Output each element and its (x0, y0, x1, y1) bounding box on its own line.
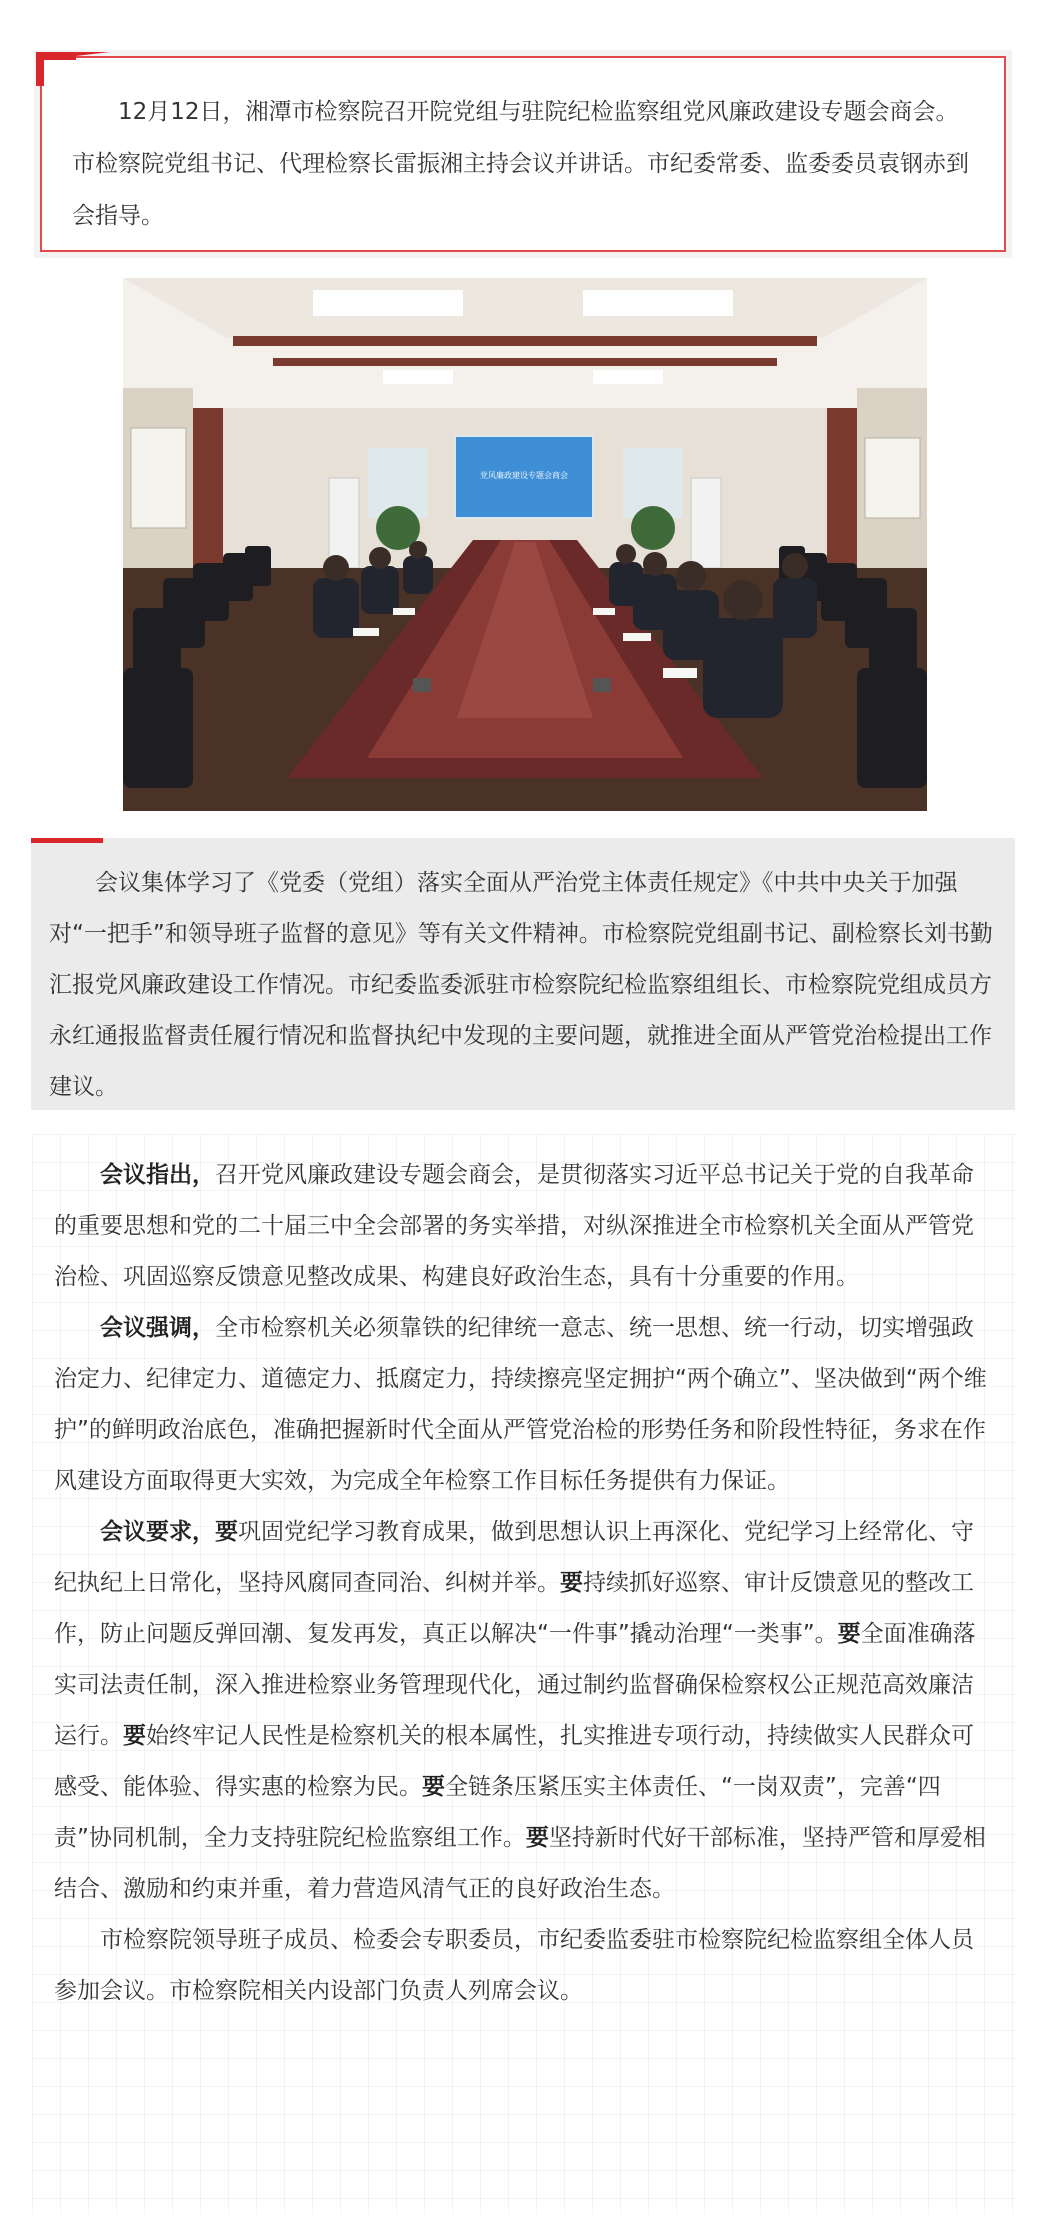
corner-accent-tail (76, 52, 110, 56)
meeting-photo (123, 278, 927, 811)
req-text-3: 全面准确落实司法责任制，深入推进检察业务管理现代化，通过制约监督确保检察权公正规范高效廉洁运行。 (54, 1621, 976, 1749)
summary-accent (31, 838, 103, 843)
meeting-room-illustration (123, 278, 927, 811)
corner-accent-vertical (36, 52, 44, 86)
paragraph-1 (54, 1150, 996, 1303)
paragraph-1-text: 召开党风廉政建设专题会商会，是贯彻落实习近平总书记关于党的自我革命的重要思想和党的二十届三中全会部署的务实举措，对纵深推进全市检察机关全面从严管党治检、巩固巡察反馈意见整改成果、构建良好政治生态，具有十分重要的作用。 (54, 1162, 974, 1290)
lead-3: 会议要求， (100, 1519, 215, 1545)
req-text-4: 始终牢记人民性是检察机关的根本属性，扎实推进专项行动，持续做实人民群众可感受、能体验、得实惠的检察为民。 (54, 1723, 974, 1800)
req-mark-5: 要 (422, 1774, 445, 1800)
summary-paragraph: 会议集体学习了《党委（党组）落实全面从严治党主体责任规定》《中共中央关于加强对“一把手”和领导班子监督的意见》等有关文件精神。市检察院党组副书记、副检察长刘书勤汇报党风廉政建设工作情况。市纪委监委派驻市检察院纪检监察组组长、市检察院党组成员方永红通报监督责任履行情况和监督执纪中发现的主要问题，就推进全面从严管党治检提出工作建议。 (49, 870, 993, 1100)
req-text-2: 持续抓好巡察、审计反馈意见的整改工作，防止问题反弹回潮、复发再发，真正以解决“一件事”撬动治理“一类事”。 (54, 1570, 974, 1647)
req-text-1: 巩固党纪学习教育成果，做到思想认识上再深化、党纪学习上经常化、守纪执纪上日常化，坚持风腐同查同治、纠树并举。 (54, 1519, 974, 1596)
intro-paragraph: 12月12日，湘潭市检察院召开院党组与驻院纪检监察组党风廉政建设专题会商会。市检察院党组书记、代理检察长雷振湘主持会议并讲话。市纪委常委、监委委员袁钢赤到会指导。 (72, 99, 969, 229)
paragraph-2 (54, 1303, 996, 1507)
lead-2: 会议强调， (100, 1315, 215, 1341)
paragraph-3 (54, 1507, 996, 1915)
req-mark-2: 要 (560, 1570, 583, 1596)
req-mark-6: 要 (525, 1825, 549, 1851)
intro-frame (40, 56, 1006, 252)
req-text-6: 坚持新时代好干部标准，坚持严管和厚爱相结合、激励和约束并重，着力营造风清气正的良好政治生态。 (54, 1825, 986, 1902)
req-mark-4: 要 (123, 1723, 146, 1749)
paragraph-2-text: 全市检察机关必须靠铁的纪律统一意志、统一思想、统一行动，切实增强政治定力、纪律定力、道德定力、抵腐定力，持续擦亮坚定拥护“两个确立”、坚决做到“两个维护”的鲜明政治底色，准确把握新时代全面从严管党治检的形势任务和阶段性特征，务求在作风建设方面取得更大实效，为完成全年检察工作目标任务提供有力保证。 (54, 1315, 987, 1494)
req-mark-1: 要 (215, 1519, 238, 1545)
intro-box (34, 50, 1012, 258)
lead-1: 会议指出， (100, 1162, 215, 1188)
paragraph-4: 市检察院领导班子成员、检委会专职委员，市纪委监委驻市检察院纪检监察组全体人员参加会议。市检察院相关内设部门负责人列席会议。 (54, 1927, 974, 2004)
summary-box (31, 838, 1015, 1110)
req-mark-3: 要 (837, 1621, 861, 1647)
req-text-5: 全链条压紧压实主体责任、“一岗双责”，完善“四责”协同机制，全力支持驻院纪检监察组工作。 (54, 1774, 941, 1851)
article-body (32, 1134, 1016, 2214)
screen-text: 党风廉政建设专题会商会 (480, 471, 568, 480)
